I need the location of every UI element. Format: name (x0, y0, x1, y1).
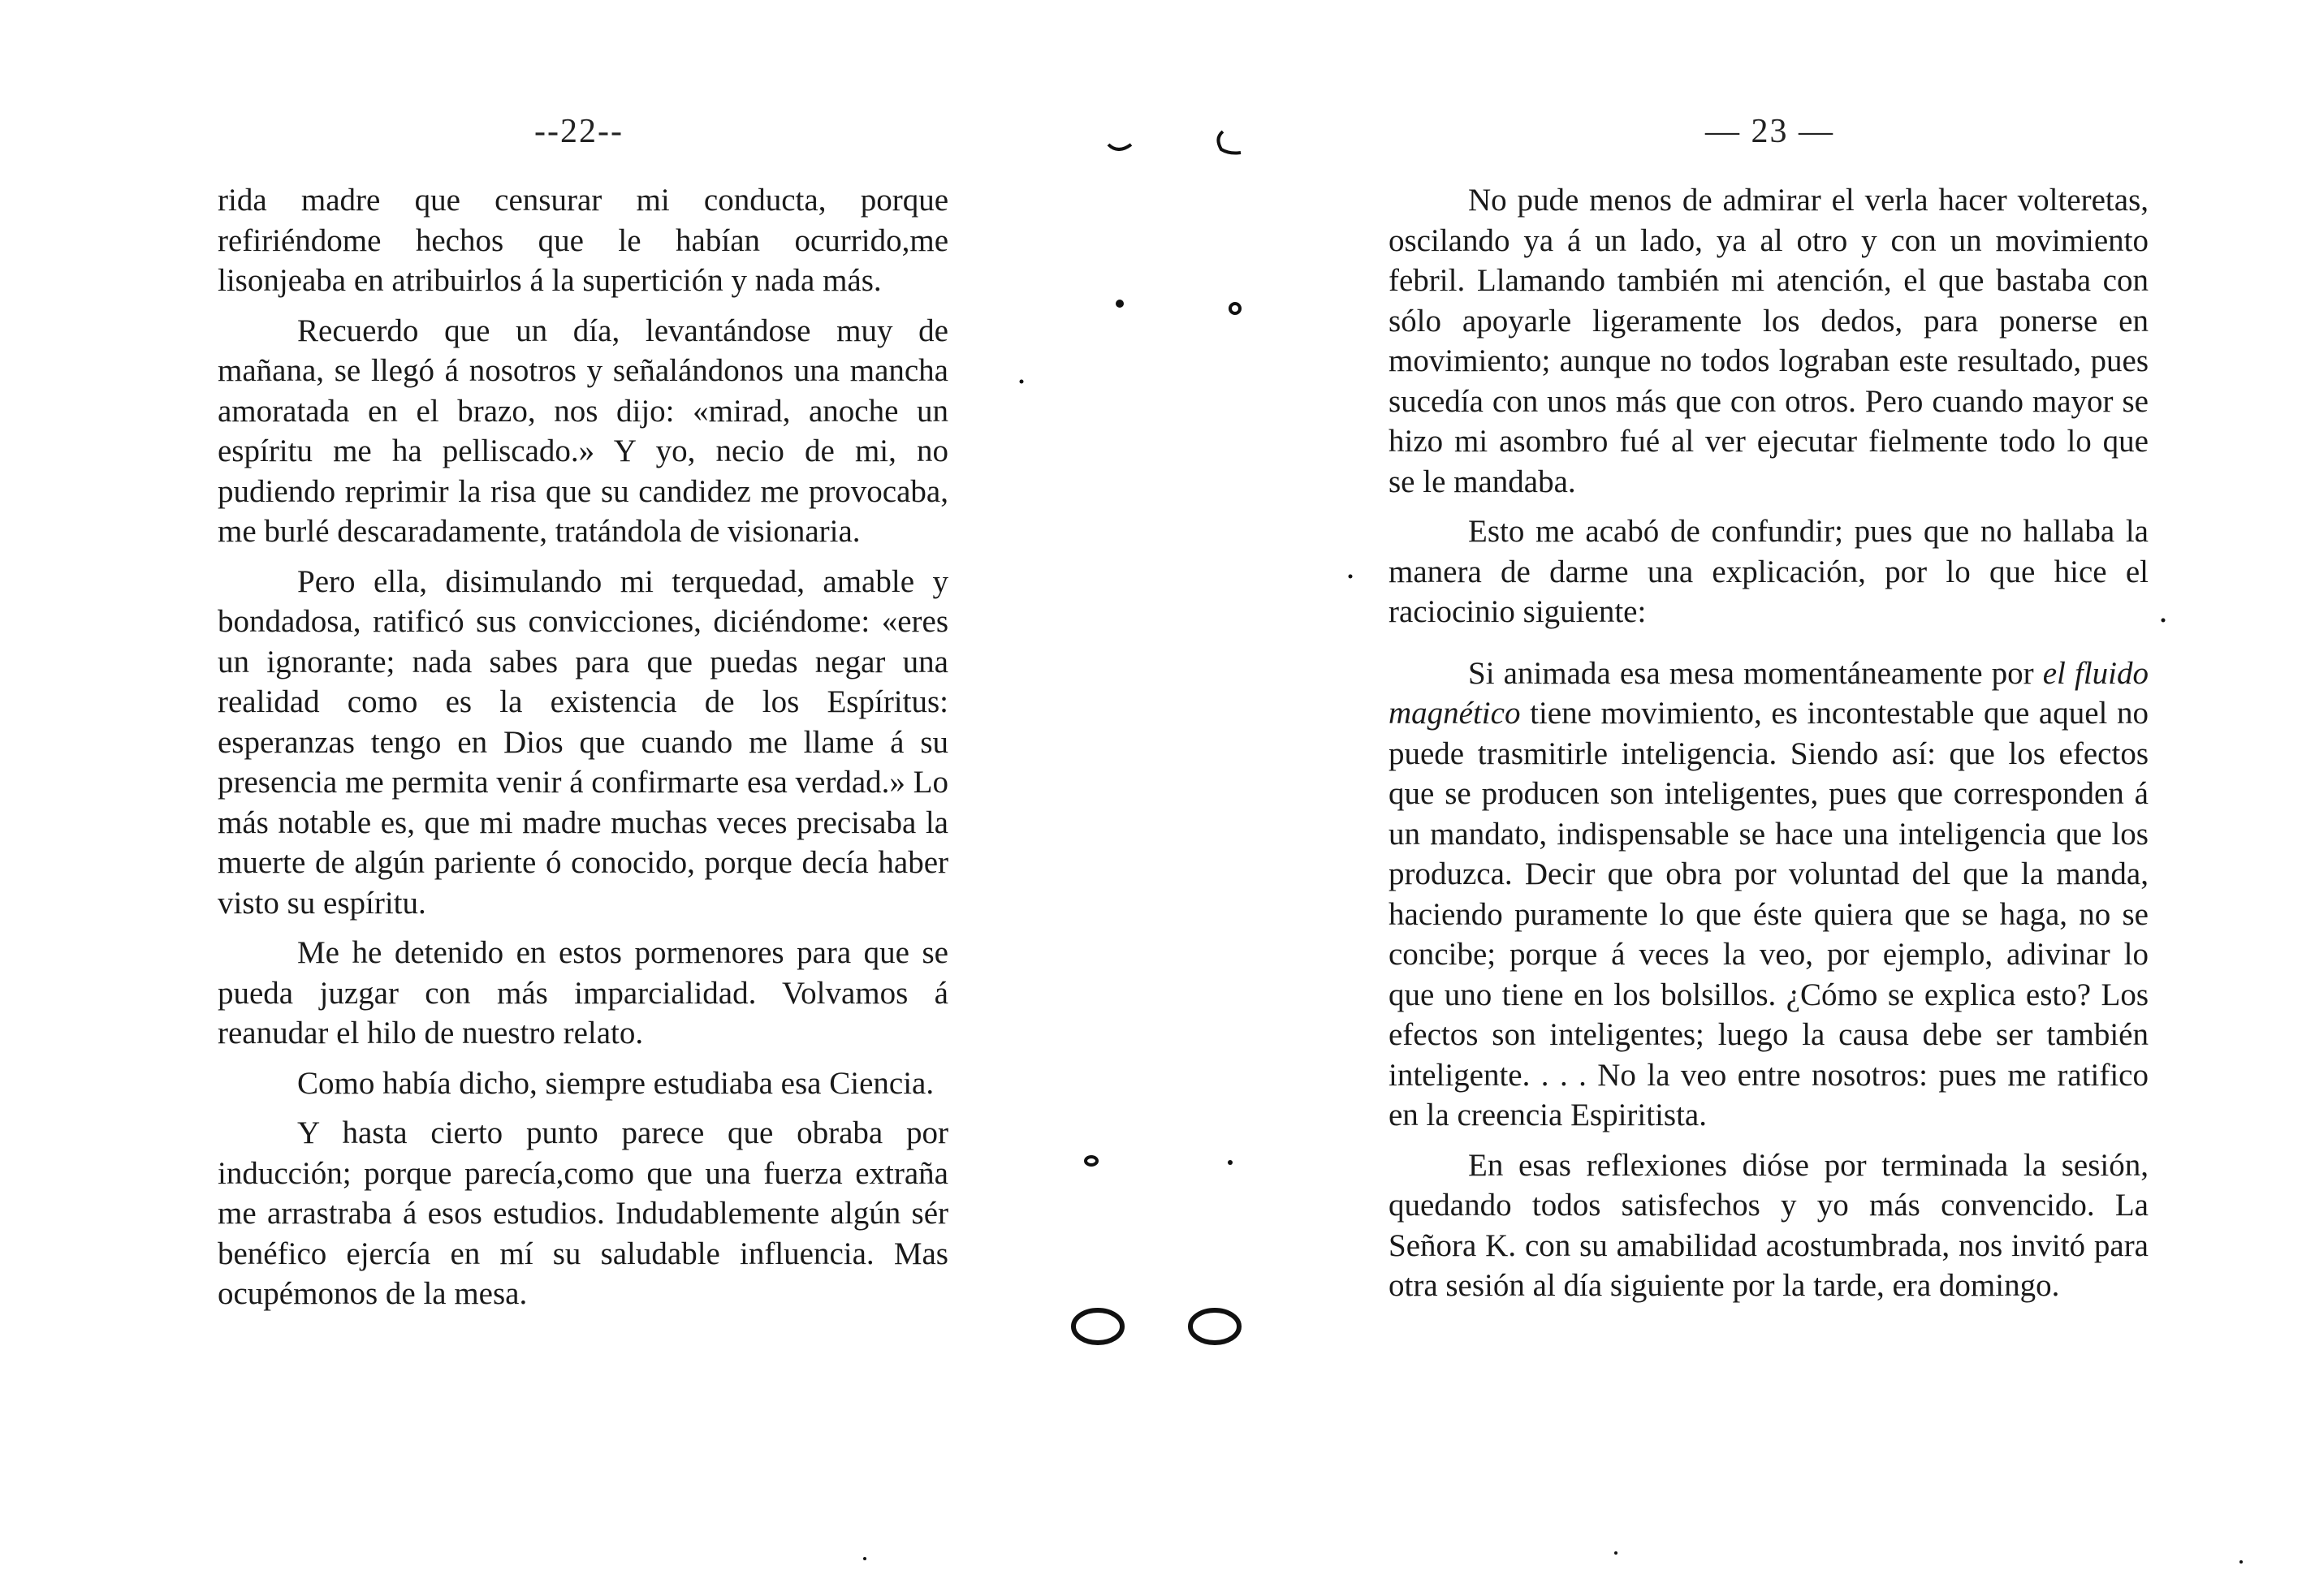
paragraph-text: Si animada esa mesa momentáneamente por (1468, 655, 2043, 691)
binding-hole-mark (1116, 300, 1124, 308)
paragraph: Esto me acabó de confundir; pues que no hallaba la manera de darme una explicación, por lo que hice el raciocinio siguiente: (1389, 514, 2149, 629)
page-body (218, 180, 948, 1314)
speck-mark (1614, 1551, 1617, 1555)
binding-hole-mark (1073, 1310, 1122, 1343)
speck-mark (2162, 619, 2166, 623)
paragraph: No pude menos de admirar el verla hacer volteretas, oscilando ya á un lado, ya al otro y con un movimiento febril. Llamando también mi atención, el que bastaba con sólo apoyarle ligeramente los dedos, para ponerse en movimiento; aunque no todos lograban este resultado, pues sucedía con unos más que con otros. Pero cuando mayor se hizo mi asombro fué al ver ejecutar fielmente todo lo que se le mandaba. (1389, 183, 2149, 499)
paragraph (1389, 653, 2149, 1136)
paragraph: rida madre que censurar mi conducta, porque refiriéndome hechos que le habían ocurrido,me lisonjeaba en atribuirlos á la supertición y nada más. (218, 183, 948, 298)
page-number: — 23 — (1705, 113, 1834, 150)
binding-hole-mark (1218, 132, 1241, 153)
paragraph: Pero ella, disimulando mi terquedad, amable y bondadosa, ratificó sus convicciones, diciéndome: «eres un ignorante; nada sabes para que puedas negar una realidad como es la existencia de los Espíritus: esperanzas tengo en Dios que cuando me llame á su presencia me permita venir á confirmarte esa verdad.» Lo más notable es, que mi madre muchas veces precisaba la muerte de algún pariente ó conocido, porque decía haber visto su espíritu. (218, 563, 948, 921)
paragraph: Recuerdo que un día, levantándose muy de mañana, se llegó á nosotros y señalándonos una mancha amoratada en el brazo, nos dijo: «mirad, anoche un espíritu me ha pelliscado.» Y yo, necio de mi, no pudiendo reprimir la risa que su candidez me provocaba, me burlé descaradamente, tratándola de visionaria. (218, 313, 948, 549)
binding-hole-mark (1108, 145, 1131, 149)
italic-term: el fluido magnético (1389, 655, 2149, 731)
speck-mark (1349, 575, 1353, 579)
speck-mark (1228, 1160, 1233, 1165)
page-body (1389, 180, 2149, 1306)
paragraph: Como había dicho, siempre estudiaba esa Ciencia. (297, 1065, 935, 1101)
speck-mark (863, 1557, 866, 1560)
binding-hole-mark (1230, 304, 1240, 313)
binding-hole-mark (1086, 1157, 1097, 1165)
paragraph-text: tiene movimiento, es incontestable que aquel no puede trasmitirle inteligencia. Siendo así: que los efectos que se producen son inteligentes, pues que corresponden á un mandato, indispensable se hace una inteligencia que los produzca. Decir que obra por voluntad del que la manda, haciendo puramente lo que éste quiera que se haga, no se concibe; porque á veces la veo, por ejemplo, adivinar lo que uno tiene en los bolsillos. ¿Cómo se explica esto? Los efectos son inteligentes; luego la causa debe ser también inteligente. . . . No la veo entre nosotros: pues me ratifico en la creencia Espiritista. (1389, 696, 2149, 1132)
speck-mark (2239, 1560, 2243, 1564)
paragraph: Y hasta cierto punto parece que obraba por inducción; porque parecía,como que una fuerza extraña me arrastraba á esos estudios. Indudablemente algún sér benéfico ejercía en mí su saludable influencia. Mas ocupémonos de la mesa. (218, 1115, 948, 1311)
binding-hole-mark (1190, 1310, 1239, 1343)
speck-mark (1020, 380, 1024, 384)
paragraph: Me he detenido en estos pormenores para que se pueda juzgar con más imparcialidad. Volvamos á reanudar el hilo de nuestro relato. (218, 935, 948, 1050)
paragraph: En esas reflexiones dióse por terminada la sesión, quedando todos satisfechos y yo más convencido. La Señora K. con su amabilidad acostumbrada, nos invitó para otra sesión al día siguiente por la tarde, era domingo. (1389, 1147, 2149, 1303)
page-number: --22-- (534, 113, 624, 150)
